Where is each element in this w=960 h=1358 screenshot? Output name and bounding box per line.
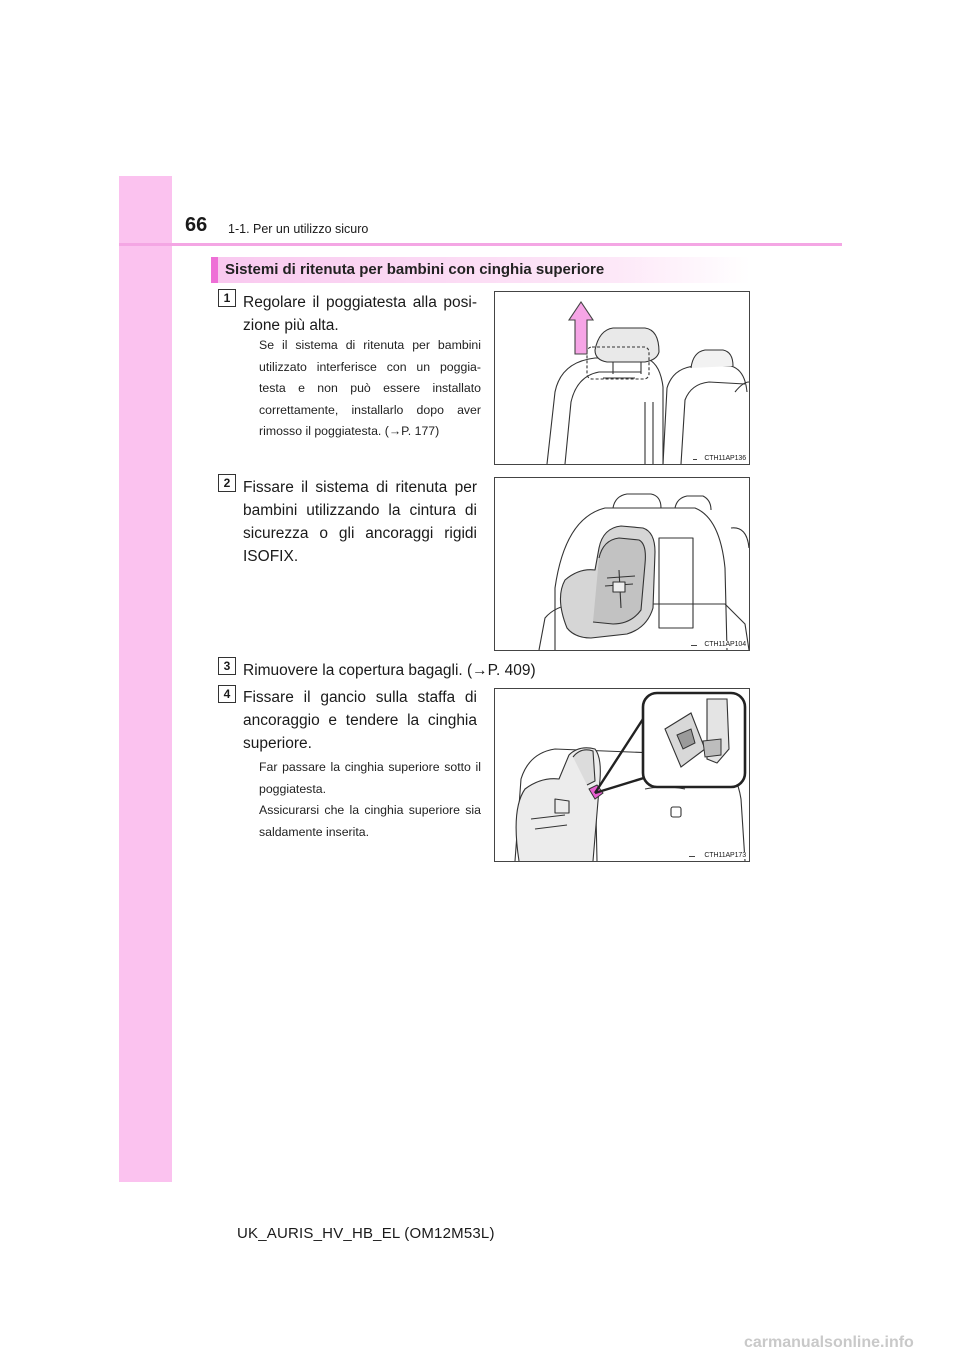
step-number-3: 3 (218, 657, 236, 675)
step-1-note: Se il sistema di ritenuta per bambini utilizzato interferisce con un poggia-testa e non può essere installato correttamente, installarlo dopo aver rimosso il poggiatesta. (→P. 177) (259, 338, 481, 438)
step-4-text: Fissare il gancio sulla staffa di ancoraggio e tendere la cinghia superiore. (243, 689, 477, 752)
step-number-4: 4 (218, 685, 236, 703)
figure-code-2: CTH11AP104 (704, 641, 746, 648)
document-code-footer: UK_AURIS_HV_HB_EL (OM12M53L) (237, 1225, 495, 1242)
headrest-drawing (495, 292, 749, 464)
section-label: 1-1. Per un utilizzo sicuro (228, 222, 369, 236)
step-3-text: Rimuovere la copertura bagagli. (→P. 409) (243, 662, 536, 679)
header-rule (119, 243, 842, 246)
illustration-child-seat (494, 477, 750, 651)
illustration-top-tether (494, 688, 750, 862)
figure-code-4: CTH11AP173 (704, 852, 746, 859)
child-seat-drawing (495, 478, 749, 650)
site-watermark: carmanualsonline.info (744, 1334, 914, 1351)
step-number-2: 2 (218, 474, 236, 492)
page-number: 66 (185, 214, 208, 236)
step-2-text: Fissare il sistema di ritenuta per bambini utilizzando la cintura di sicurezza o gli ancoraggi rigidi ISOFIX. (243, 479, 477, 565)
illustration-headrest (494, 291, 750, 465)
subtitle-bar (211, 257, 750, 283)
step-number-1: 1 (218, 289, 236, 307)
step-4-note-1: Far passare la cinghia superiore sotto il poggiatesta. (259, 760, 481, 796)
up-arrow-icon (569, 302, 593, 354)
page-side-tab (119, 176, 172, 1182)
subtitle-text: Sistemi di ritenuta per bambini con cinghia superiore (225, 261, 605, 278)
step-1-text: Regolare il poggiatesta alla posi-zione più alta. (243, 294, 477, 334)
magnified-inset (643, 693, 745, 787)
subtitle-accent (211, 257, 218, 283)
step-4-note-2: Assicurarsi che la cinghia superiore sia saldamente inserita. (259, 803, 481, 839)
figure-code-1: CTH11AP136 (704, 455, 746, 462)
top-tether-drawing (495, 689, 749, 861)
